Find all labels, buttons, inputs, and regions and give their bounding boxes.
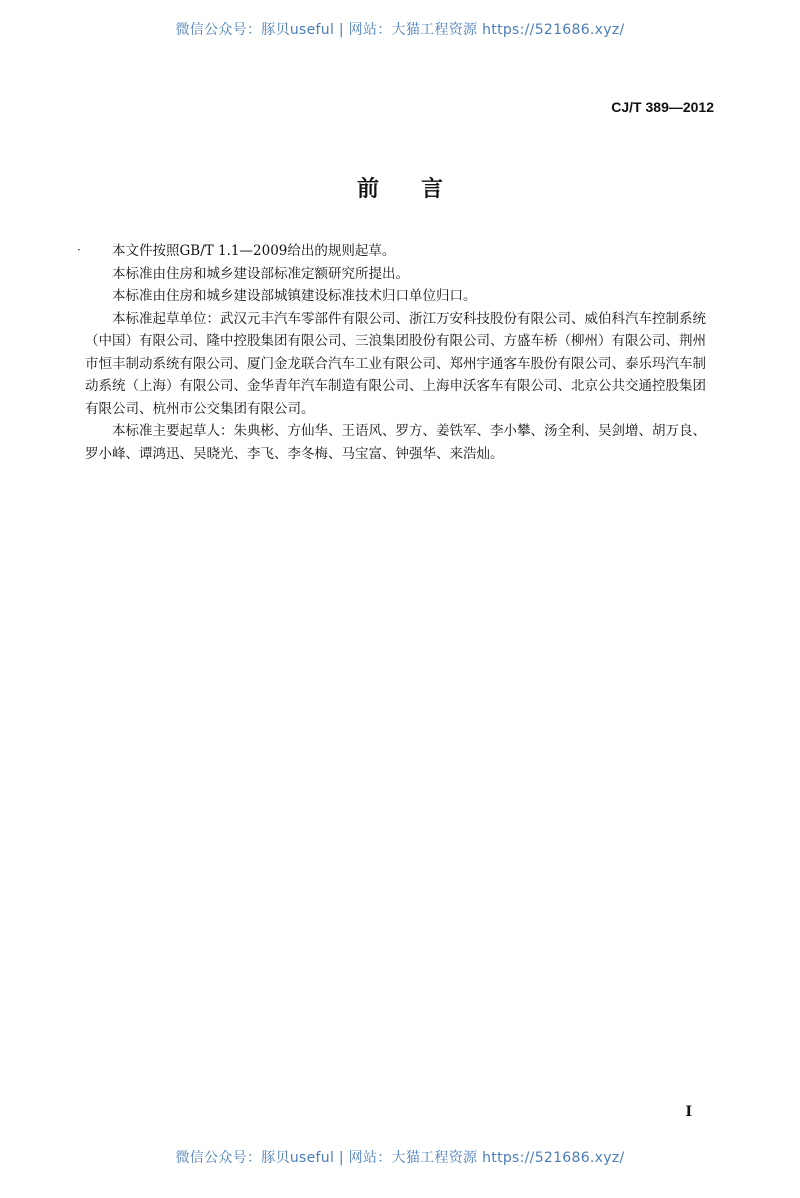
- watermark-top: 微信公众号：豚贝useful | 网站：大猫工程资源 https://521686.xyz/: [175, 22, 625, 38]
- margin-marker: ·: [77, 243, 81, 257]
- standard-code: CJ/T 389—2012: [611, 99, 714, 115]
- paragraph-main-drafters: 本标准主要起草人：朱典彬、方仙华、王语风、罗方、姜铁军、李小攀、汤全利、吴剑增、胡万良、罗小峰、谭鸿迅、吴晓光、李飞、李冬梅、马宝富、钟强华、来浩灿。: [85, 423, 706, 462]
- page-title: 前言: [356, 177, 485, 202]
- watermark-bottom: 微信公众号：豚贝useful | 网站：大猫工程资源 https://521686.xyz/: [175, 1150, 625, 1166]
- foreword-body: [85, 240, 717, 465]
- page-number: I: [685, 1104, 692, 1120]
- paragraph-drafting-organizations: 本标准起草单位：武汉元丰汽车零部件有限公司、浙江万安科技股份有限公司、威伯科汽车控制系统（中国）有限公司、隆中控股集团有限公司、三浪集团股份有限公司、方盛车桥（柳州）有限公司、荆州市恒丰制动系统有限公司、厦门金龙联合汽车工业有限公司、郑州宇通客车股份有限公司、泰乐玛汽车制动系统（上海）有限公司、金华青年汽车制造有限公司、上海申沃客车有限公司、北京公共交通控股集团有限公司、杭州市公交集团有限公司。: [85, 310, 706, 417]
- paragraph-proposer: 本标准由住房和城乡建设部标准定额研究所提出。: [112, 265, 409, 282]
- paragraph-centralized-unit: 本标准由住房和城乡建设部城镇建设标准技术归口单位归口。: [112, 288, 477, 304]
- paragraph-drafting-rules: 本文件按照GB/T 1.1—2009给出的规则起草。: [112, 243, 396, 259]
